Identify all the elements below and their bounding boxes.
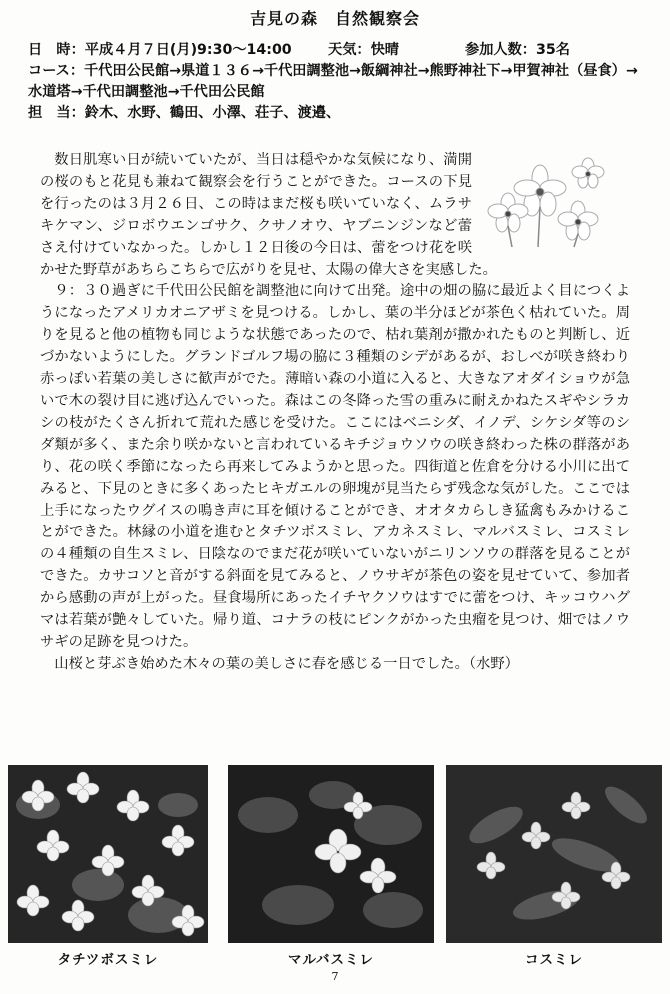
- course-value: 千代田公民館→県道１３６→千代田調整池→飯綱神社→熊野神社下→甲賀神社（昼食）→水道塔→千代田調整池→千代田公民館: [28, 63, 638, 100]
- article-body: [40, 150, 630, 676]
- paragraph-text: 数日肌寒い日が続いていたが、当日は穏やかな気候になり、満開の桜のもと花見も兼ねて観察会を行うことができた。コースの下見を行ったのは３月２６日、この時はまだ桜も咲いていなく、ムラサキケマン、ジロボウエンゴサク、クサノオウ、ヤブニンジンなど蕾さえ付けていなかった。しかし１２日後の今日は、蕾をつけ花を咲かせた野草があちらこちらで広がりを見せ、太陽の偉大さを実感した。: [40, 152, 497, 278]
- course-row: [28, 61, 648, 103]
- date-label: 日 時：: [28, 42, 85, 58]
- weather-block: [328, 40, 399, 61]
- photo-caption: マルバスミレ: [287, 952, 375, 968]
- course-label: コース：: [28, 63, 85, 79]
- photo-tachitsubo-sumire: [8, 765, 208, 943]
- photo-caption: タチツボスミレ: [57, 952, 159, 968]
- participants-value: 35名: [535, 42, 570, 58]
- staff-label: 担 当：: [28, 105, 85, 121]
- participants-label: 参加人数：: [465, 42, 536, 58]
- weather-value: 快晴: [370, 42, 399, 58]
- page-number: 7: [331, 970, 339, 983]
- date-row: [28, 40, 648, 61]
- event-info: [28, 40, 648, 124]
- paragraph: ９：３０過ぎに千代田公民館を調整池に向けて出発。途中の畑の脇に最近よく目につくようになったアメリカオニアザミを見つける。しかし、葉の半分ほどが茶色く枯れていた。周りを見ると他の植物も同じような状態であったので、枯れ葉剤が撒かれたものと判断し、近づかないようにした。グランドゴルフ場の脇に３種類のシデがあるが、おしべが咲き終わり赤っぽい若葉の美しさに歓声がでた。薄暗い森の小道に入ると、大きなアオダイショウが急いで木の裂け目に逃げ込んでいった。森はこの冬降った雪の重みに耐えかねたスギやシラカシの枝がたくさん折れて荒れた感じを受けた。ここにはベニシダ、イノデ、シケシダ等のシダ類が多く、また余り咲かないと言われているキチジョウソウの咲き終わった株の群落があり、花の咲く季節になったら再来してみようかと思った。四街道と佐倉を分ける小川に出てみると、下見のときに多くあったヒキガエルの卵塊が見当たらず残念な気がした。ここでは上手になったウグイスの鳴き声に耳を傾けることができ、オオタカらしき猛禽もみかけることができた。林縁の小道を進むとタチツボスミレ、アカネスミレ、マルバスミレ、コスミレの４種類の自生スミレ、日陰なのでまだ花が咲いていないがニリンソウの群落を見ることができた。カサコソと音がする斜面を見てみると、ノウサギが茶色の姿を見せていて、参加者から感動の声が上がった。昼食場所にあったイチヤクソウはすでに蕾をつけ、キッコウハグマは若葉が艶々していた。帰り道、コナラの枝にピンクがかった虫瘤を見つけ、畑ではノウサギの足跡を見つけた。: [40, 283, 630, 650]
- paragraph: [40, 150, 630, 281]
- date-value: 平成４月７日(月)9:30～14:00: [84, 42, 292, 58]
- photo-ko-sumire: [446, 765, 662, 943]
- participants-block: [465, 40, 570, 61]
- photo-caption: コスミレ: [525, 952, 583, 968]
- weather-label: 天気：: [328, 42, 371, 58]
- paragraph: 山桜と芽ぶき始めた木々の葉の美しさに春を感じる一日でした。（水野）: [54, 655, 519, 672]
- photo-maruba-sumire: [228, 765, 434, 943]
- staff-value: 鈴木、水野、鶴田、小澤、荘子、渡邉、: [84, 105, 341, 121]
- page-title: 吉見の森 自然観察会: [249, 9, 420, 28]
- staff-row: [28, 103, 648, 124]
